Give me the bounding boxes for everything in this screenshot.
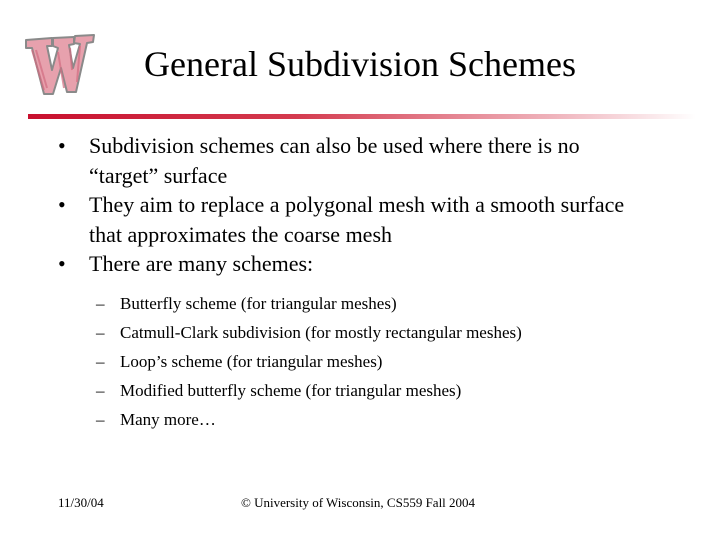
- sub-bullet-marker: –: [96, 410, 105, 429]
- slide-title: General Subdivision Schemes: [144, 44, 576, 84]
- sub-bullet-item: [96, 318, 696, 347]
- bullet-item: [58, 190, 698, 249]
- sub-bullet-item: [96, 347, 696, 376]
- sub-bullet-text: Many more…: [120, 410, 216, 429]
- sub-bullet-text: Butterfly scheme (for triangular meshes): [120, 294, 397, 313]
- sub-bullet-item: [96, 376, 696, 405]
- sub-bullet-list: [96, 289, 696, 434]
- sub-bullet-text: Catmull-Clark subdivision (for mostly rectangular meshes): [120, 323, 522, 342]
- sub-bullet-text: Modified butterfly scheme (for triangular meshes): [120, 381, 462, 400]
- bullet-item: [58, 249, 698, 279]
- title-divider: [28, 114, 696, 119]
- bullet-list: [58, 131, 698, 279]
- bullet-marker: •: [58, 192, 66, 217]
- sub-bullet-marker: –: [96, 294, 105, 313]
- sub-bullet-marker: –: [96, 323, 105, 342]
- sub-bullet-marker: –: [96, 352, 105, 371]
- uw-w-logo-icon: [22, 30, 96, 100]
- sub-bullet-item: [96, 289, 696, 318]
- bullet-line: “target” surface: [89, 162, 228, 188]
- bullet-marker: •: [58, 251, 66, 276]
- bullet-line: Subdivision schemes can also be used where there is no: [89, 133, 580, 158]
- footer-date: 11/30/04: [58, 495, 104, 510]
- footer-copyright: © University of Wisconsin, CS559 Fall 2004: [240, 495, 476, 510]
- sub-bullet-item: [96, 405, 696, 434]
- bullet-marker: •: [58, 133, 66, 158]
- bullet-item: [58, 131, 698, 190]
- bullet-line: They aim to replace a polygonal mesh with a smooth surface: [89, 192, 625, 217]
- sub-bullet-text: Loop’s scheme (for triangular meshes): [120, 352, 383, 371]
- bullet-line: There are many schemes:: [89, 251, 314, 276]
- sub-bullet-marker: –: [96, 381, 105, 400]
- bullet-line: that approximates the coarse mesh: [89, 221, 393, 247]
